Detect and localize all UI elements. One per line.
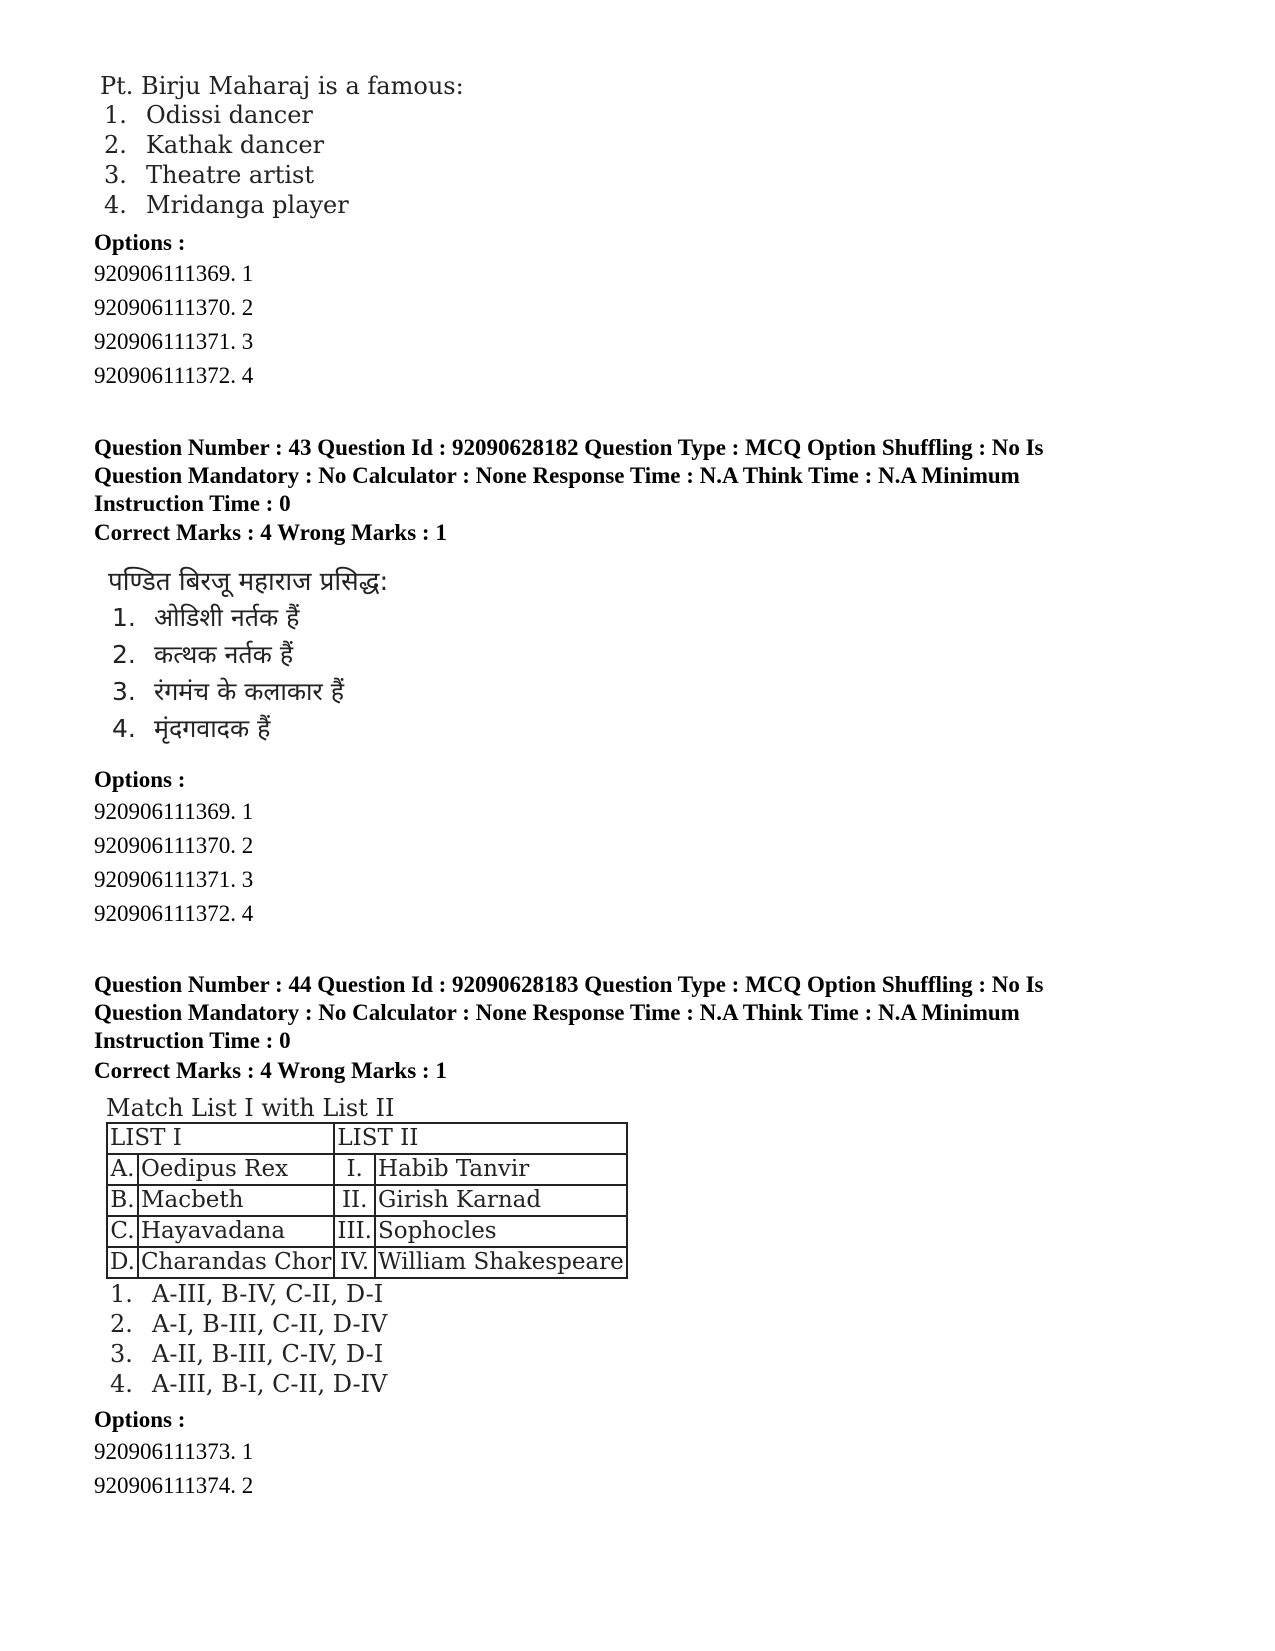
list-2-header: LIST II	[334, 1123, 626, 1154]
q44-choice-4: 4. A-III, B-I, C-II, D-IV	[110, 1370, 388, 1398]
q42-choice-2: 2. Kathak dancer	[104, 131, 325, 159]
q42-options-list	[94, 257, 253, 393]
q43-choice-1: 1. ओडिशी नर्तक हैं	[112, 603, 300, 632]
q43-option-3: 920906111371. 3	[94, 867, 254, 892]
q44-options-label: Options :	[94, 1407, 186, 1432]
q44-question-image	[106, 1094, 628, 1399]
q44-option-2: 920906111374. 2	[94, 1473, 254, 1498]
q44-meta-line-1: Question Number : 44 Question Id : 92090628183 Question Type : MCQ Option Shuffling : No Is	[94, 972, 1044, 997]
list-1-key: D.	[107, 1247, 138, 1278]
list-2-key: II.	[334, 1185, 375, 1216]
table-row	[107, 1154, 627, 1185]
q43-option-4: 920906111372. 4	[94, 901, 254, 926]
q43-question-image	[108, 565, 388, 747]
table-row	[107, 1216, 627, 1247]
q42-question-stem: Pt. Birju Maharaj is a famous:	[100, 72, 464, 100]
q43-question-stem: पण्डित बिरजू महाराज प्रसिद्ध:	[108, 567, 389, 597]
q43-option-2: 920906111370. 2	[94, 833, 254, 858]
q42-question-image	[100, 72, 464, 220]
table-row	[107, 1185, 627, 1216]
q44-choice-2: 2. A-I, B-III, C-II, D-IV	[110, 1310, 388, 1338]
list-1-item: Oedipus Rex	[138, 1154, 334, 1185]
q43-options-list	[94, 795, 253, 931]
table-row	[107, 1247, 627, 1278]
q44-marks: Correct Marks : 4 Wrong Marks : 1	[94, 1058, 447, 1083]
q42-choice-3: 3. Theatre artist	[104, 161, 314, 189]
list-1-key: C.	[107, 1216, 138, 1247]
q43-meta-line-1: Question Number : 43 Question Id : 92090628182 Question Type : MCQ Option Shuffling : No Is	[94, 435, 1044, 460]
q43-option-1: 920906111369. 1	[94, 799, 254, 824]
list-1-item: Charandas Chor	[138, 1247, 334, 1278]
q43-choice-3: 3. रंगमंच के कलाकार हैं	[112, 677, 344, 706]
q43-choice-2: 2. कत्थक नर्तक हैं	[112, 640, 294, 669]
list-2-item: William Shakespeare	[375, 1247, 627, 1278]
list-1-key: B.	[107, 1185, 138, 1216]
q43-meta-line-2: Question Mandatory : No Calculator : None Response Time : N.A Think Time : N.A Minimum	[94, 463, 1020, 488]
q43-choice-4: 4. मृंदगवादक हैं	[112, 714, 271, 743]
q44-option-1: 920906111373. 1	[94, 1439, 254, 1464]
list-2-item: Girish Karnad	[375, 1185, 627, 1216]
q44-meta-line-3: Instruction Time : 0	[94, 1028, 291, 1053]
q42-option-4: 920906111372. 4	[94, 363, 254, 388]
q43-meta	[94, 434, 1044, 518]
q43-marks: Correct Marks : 4 Wrong Marks : 1	[94, 520, 447, 545]
list-2-key: III.	[334, 1216, 375, 1247]
q42-option-1: 920906111369. 1	[94, 261, 254, 286]
q42-options-label: Options :	[94, 230, 186, 255]
q44-choice-3: 3. A-II, B-III, C-IV, D-I	[110, 1340, 384, 1368]
list-2-key: I.	[334, 1154, 375, 1185]
q44-meta-line-2: Question Mandatory : No Calculator : None Response Time : N.A Think Time : N.A Minimum	[94, 1000, 1020, 1025]
list-2-item: Sophocles	[375, 1216, 627, 1247]
q44-question-stem: Match List I with List II	[106, 1094, 395, 1122]
list-1-item: Hayavadana	[138, 1216, 334, 1247]
list-1-key: A.	[107, 1154, 138, 1185]
match-table	[106, 1122, 628, 1279]
list-1-item: Macbeth	[138, 1185, 334, 1216]
list-1-header: LIST I	[107, 1123, 334, 1154]
q42-option-2: 920906111370. 2	[94, 295, 254, 320]
list-2-key: IV.	[334, 1247, 375, 1278]
q42-choice-1: 1. Odissi dancer	[104, 101, 313, 129]
q42-choice-4: 4. Mridanga player	[104, 191, 349, 219]
q43-options-label: Options :	[94, 767, 186, 792]
q44-meta	[94, 971, 1044, 1055]
q44-options-list	[94, 1435, 253, 1503]
q42-option-3: 920906111371. 3	[94, 329, 254, 354]
q43-meta-line-3: Instruction Time : 0	[94, 491, 291, 516]
match-table-header	[107, 1123, 627, 1154]
list-2-item: Habib Tanvir	[375, 1154, 627, 1185]
q44-choice-1: 1. A-III, B-IV, C-II, D-I	[110, 1280, 384, 1308]
